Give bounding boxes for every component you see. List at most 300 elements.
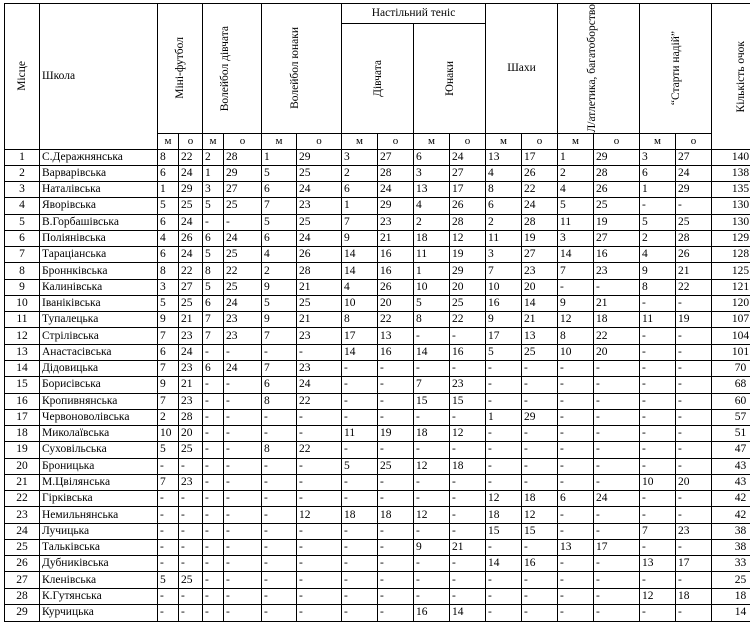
score-cell: - — [203, 214, 224, 230]
score-cell: - — [262, 523, 297, 539]
total-points-cell: 43 — [712, 474, 750, 490]
total-points-cell: 129 — [712, 230, 750, 246]
score-cell: 15 — [414, 393, 450, 409]
total-points-cell: 42 — [712, 491, 750, 507]
score-cell: 17 — [450, 182, 486, 198]
score-cell: 4 — [640, 247, 676, 263]
score-cell: 19 — [378, 426, 414, 442]
score-cell: 12 — [414, 507, 450, 523]
score-cell: 9 — [486, 312, 522, 328]
score-cell: 21 — [297, 279, 342, 295]
score-cell: - — [594, 474, 640, 490]
score-cell: - — [676, 328, 712, 344]
header-mini-football: Міні-футбол — [158, 4, 203, 134]
header-tennis-boys: Юнаки — [414, 24, 486, 133]
score-cell: 23 — [179, 360, 203, 376]
score-cell: 5 — [558, 198, 594, 214]
score-cell: 16 — [594, 247, 640, 263]
score-cell: - — [179, 491, 203, 507]
score-cell: 23 — [594, 263, 640, 279]
score-cell: 28 — [676, 230, 712, 246]
score-cell: - — [224, 556, 262, 572]
score-cell: - — [640, 458, 676, 474]
score-cell: - — [558, 588, 594, 604]
score-cell: 22 — [378, 312, 414, 328]
score-cell: 25 — [450, 295, 486, 311]
score-cell: 18 — [522, 491, 558, 507]
score-cell: 20 — [179, 426, 203, 442]
score-cell: 9 — [640, 263, 676, 279]
header-volleyball-boys: Волейбол юнаки — [262, 4, 342, 134]
score-cell: 27 — [378, 149, 414, 165]
score-cell: 10 — [342, 295, 378, 311]
score-cell: 24 — [179, 165, 203, 181]
score-cell: - — [676, 409, 712, 425]
score-cell: - — [558, 507, 594, 523]
score-cell: 11 — [342, 426, 378, 442]
score-cell: - — [378, 523, 414, 539]
total-points-cell: 125 — [712, 263, 750, 279]
total-points-cell: 42 — [712, 507, 750, 523]
score-cell: - — [297, 539, 342, 555]
score-cell: - — [262, 604, 297, 621]
score-cell: 5 — [262, 214, 297, 230]
school-name-cell: Дідовицька — [40, 360, 158, 376]
score-cell: 5 — [342, 458, 378, 474]
score-cell: 24 — [450, 149, 486, 165]
score-cell: 1 — [558, 149, 594, 165]
score-cell: 29 — [179, 182, 203, 198]
score-cell: 12 — [450, 230, 486, 246]
score-cell: 23 — [224, 328, 262, 344]
score-cell: 27 — [676, 149, 712, 165]
subheader-place: м — [262, 133, 297, 149]
score-cell: 20 — [378, 295, 414, 311]
total-points-cell: 107 — [712, 312, 750, 328]
score-cell: - — [342, 393, 378, 409]
score-cell: 12 — [486, 491, 522, 507]
score-cell: - — [558, 604, 594, 621]
score-cell: 12 — [450, 426, 486, 442]
score-cell: 18 — [676, 588, 712, 604]
score-cell: 6 — [158, 247, 179, 263]
score-cell: 23 — [676, 523, 712, 539]
school-name-cell: Стрілівська — [40, 328, 158, 344]
score-cell: 14 — [342, 344, 378, 360]
score-cell: 6 — [262, 377, 297, 393]
school-name-cell: М.Цвілянська — [40, 474, 158, 490]
total-points-cell: 135 — [712, 182, 750, 198]
school-name-cell: Миколаївська — [40, 426, 158, 442]
score-cell: - — [522, 588, 558, 604]
score-cell: 3 — [558, 230, 594, 246]
score-cell: - — [676, 295, 712, 311]
score-cell: - — [414, 328, 450, 344]
total-points-cell: 130 — [712, 198, 750, 214]
score-cell: 14 — [486, 556, 522, 572]
score-cell: - — [203, 572, 224, 588]
score-cell: - — [676, 426, 712, 442]
score-cell: 19 — [676, 312, 712, 328]
score-cell: 6 — [203, 295, 224, 311]
place-cell: 18 — [5, 426, 40, 442]
score-cell: 25 — [378, 458, 414, 474]
table-row — [5, 360, 750, 376]
score-cell: - — [414, 360, 450, 376]
score-cell: - — [676, 458, 712, 474]
score-cell: 29 — [676, 182, 712, 198]
subheader-place: м — [203, 133, 224, 149]
score-cell: 24 — [297, 377, 342, 393]
school-name-cell: Варварівська — [40, 165, 158, 181]
score-cell: 16 — [450, 344, 486, 360]
score-cell: - — [486, 426, 522, 442]
score-cell: 14 — [558, 247, 594, 263]
score-cell: 15 — [450, 393, 486, 409]
score-cell: 23 — [224, 312, 262, 328]
score-cell: 9 — [158, 312, 179, 328]
score-cell: 18 — [486, 507, 522, 523]
score-cell: 27 — [450, 165, 486, 181]
place-cell: 4 — [5, 198, 40, 214]
score-cell: 5 — [158, 295, 179, 311]
table-row — [5, 377, 750, 393]
score-cell: 5 — [158, 198, 179, 214]
score-cell: 25 — [179, 198, 203, 214]
school-name-cell: Яворівська — [40, 198, 158, 214]
score-cell: - — [203, 507, 224, 523]
score-cell: - — [676, 442, 712, 458]
place-cell: 26 — [5, 556, 40, 572]
score-cell: - — [203, 539, 224, 555]
score-cell: 29 — [297, 149, 342, 165]
score-cell: - — [450, 491, 486, 507]
score-cell: 8 — [262, 442, 297, 458]
place-cell: 1 — [5, 149, 40, 165]
score-cell: 3 — [203, 182, 224, 198]
score-cell: 28 — [594, 165, 640, 181]
score-cell: - — [378, 474, 414, 490]
subheader-points: о — [297, 133, 342, 149]
score-cell: 21 — [594, 295, 640, 311]
score-cell: 5 — [203, 198, 224, 214]
place-cell: 8 — [5, 263, 40, 279]
score-cell: 24 — [224, 295, 262, 311]
score-cell: - — [203, 426, 224, 442]
score-cell: 22 — [224, 263, 262, 279]
score-cell: 11 — [414, 247, 450, 263]
score-cell: 13 — [378, 328, 414, 344]
score-cell: 5 — [414, 295, 450, 311]
score-cell: 24 — [297, 230, 342, 246]
score-cell: 25 — [522, 344, 558, 360]
score-cell: - — [378, 377, 414, 393]
score-cell: 7 — [158, 328, 179, 344]
total-points-cell: 140 — [712, 149, 750, 165]
table-row — [5, 588, 750, 604]
score-cell: 12 — [414, 458, 450, 474]
score-cell: - — [522, 377, 558, 393]
score-cell: 29 — [378, 198, 414, 214]
score-cell: 11 — [640, 312, 676, 328]
score-cell: 12 — [640, 588, 676, 604]
score-cell: 7 — [262, 360, 297, 376]
score-cell: - — [262, 572, 297, 588]
subheader-place: м — [158, 133, 179, 149]
score-cell: - — [158, 458, 179, 474]
score-cell: - — [414, 442, 450, 458]
score-cell: - — [378, 491, 414, 507]
score-cell: 22 — [179, 263, 203, 279]
place-cell: 29 — [5, 604, 40, 621]
score-cell: 16 — [414, 604, 450, 621]
score-cell: 10 — [414, 279, 450, 295]
table-row — [5, 344, 750, 360]
header-chess: Шахи — [486, 4, 558, 134]
subheader-points: о — [676, 133, 712, 149]
score-cell: - — [676, 539, 712, 555]
score-cell: - — [522, 474, 558, 490]
score-cell: 5 — [158, 572, 179, 588]
score-cell: - — [378, 442, 414, 458]
score-cell: 1 — [203, 165, 224, 181]
table-row — [5, 458, 750, 474]
score-cell: 9 — [558, 295, 594, 311]
place-cell: 16 — [5, 393, 40, 409]
score-cell: - — [640, 198, 676, 214]
subheader-points: о — [378, 133, 414, 149]
place-cell: 15 — [5, 377, 40, 393]
score-cell: 16 — [522, 556, 558, 572]
score-cell: 18 — [378, 507, 414, 523]
score-cell: - — [676, 377, 712, 393]
score-cell: - — [297, 458, 342, 474]
score-cell: - — [486, 604, 522, 621]
score-cell: - — [558, 523, 594, 539]
subheader-points: о — [594, 133, 640, 149]
score-cell: 18 — [342, 507, 378, 523]
score-cell: - — [558, 556, 594, 572]
score-cell: - — [179, 539, 203, 555]
score-cell: - — [224, 214, 262, 230]
score-cell: - — [224, 458, 262, 474]
place-cell: 5 — [5, 214, 40, 230]
score-cell: 29 — [224, 165, 262, 181]
score-cell: - — [262, 409, 297, 425]
total-points-cell: 18 — [712, 588, 750, 604]
score-cell: 12 — [558, 312, 594, 328]
score-cell: 26 — [594, 182, 640, 198]
score-cell: - — [486, 588, 522, 604]
score-cell: - — [297, 588, 342, 604]
score-cell: - — [297, 572, 342, 588]
school-name-cell: В.Горбашівська — [40, 214, 158, 230]
score-cell: 7 — [158, 474, 179, 490]
score-cell: 2 — [262, 263, 297, 279]
score-cell: - — [450, 442, 486, 458]
score-cell: 24 — [179, 344, 203, 360]
score-cell: 21 — [676, 263, 712, 279]
school-name-cell: Броницька — [40, 458, 158, 474]
score-cell: - — [378, 556, 414, 572]
score-cell: - — [224, 474, 262, 490]
score-cell: 7 — [203, 312, 224, 328]
score-cell: 24 — [224, 360, 262, 376]
total-points-cell: 33 — [712, 556, 750, 572]
table-row — [5, 149, 750, 165]
score-cell: - — [378, 604, 414, 621]
score-cell: - — [203, 491, 224, 507]
score-cell: 26 — [676, 247, 712, 263]
school-name-cell: Дубниківська — [40, 556, 158, 572]
total-points-cell: 138 — [712, 165, 750, 181]
score-cell: - — [224, 344, 262, 360]
score-cell: - — [676, 491, 712, 507]
score-cell: 22 — [676, 279, 712, 295]
score-cell: - — [262, 491, 297, 507]
score-cell: - — [224, 442, 262, 458]
score-cell: - — [297, 474, 342, 490]
score-cell: 21 — [522, 312, 558, 328]
score-cell: 18 — [594, 312, 640, 328]
header-place: Місце — [5, 4, 40, 150]
score-cell: 24 — [297, 182, 342, 198]
score-cell: 16 — [378, 344, 414, 360]
score-cell: 7 — [640, 523, 676, 539]
score-cell: - — [158, 588, 179, 604]
school-name-cell: Кропивнянська — [40, 393, 158, 409]
place-cell: 17 — [5, 409, 40, 425]
score-cell: 24 — [522, 198, 558, 214]
school-name-cell: Тараціанська — [40, 247, 158, 263]
score-cell: 23 — [297, 360, 342, 376]
score-cell: - — [676, 604, 712, 621]
score-cell: 17 — [486, 328, 522, 344]
score-cell: - — [414, 556, 450, 572]
score-cell: - — [203, 588, 224, 604]
place-cell: 28 — [5, 588, 40, 604]
score-cell: 6 — [558, 491, 594, 507]
score-cell: - — [414, 572, 450, 588]
score-cell: - — [224, 393, 262, 409]
score-cell: - — [558, 377, 594, 393]
score-cell: - — [378, 360, 414, 376]
score-cell: 27 — [224, 182, 262, 198]
score-cell: - — [676, 360, 712, 376]
score-cell: 4 — [558, 182, 594, 198]
score-cell: - — [594, 442, 640, 458]
score-cell: - — [450, 507, 486, 523]
score-cell: - — [450, 328, 486, 344]
score-cell: 21 — [297, 312, 342, 328]
place-cell: 10 — [5, 295, 40, 311]
score-cell: - — [558, 426, 594, 442]
subheader-place: м — [486, 133, 522, 149]
score-cell: 14 — [342, 263, 378, 279]
score-cell: 6 — [640, 165, 676, 181]
score-cell: 12 — [297, 507, 342, 523]
score-cell: - — [558, 458, 594, 474]
score-cell: - — [342, 409, 378, 425]
score-cell: 23 — [179, 474, 203, 490]
score-cell: 11 — [558, 214, 594, 230]
score-cell: - — [179, 458, 203, 474]
score-cell: - — [414, 491, 450, 507]
score-cell: - — [522, 426, 558, 442]
score-cell: - — [342, 588, 378, 604]
score-cell: 25 — [179, 572, 203, 588]
school-name-cell: Червоноволівська — [40, 409, 158, 425]
score-cell: 2 — [486, 214, 522, 230]
table-row — [5, 279, 750, 295]
place-cell: 21 — [5, 474, 40, 490]
score-cell: 21 — [179, 312, 203, 328]
score-cell: 29 — [594, 149, 640, 165]
school-name-cell: Гірківська — [40, 491, 158, 507]
score-cell: 14 — [522, 295, 558, 311]
score-cell: - — [342, 474, 378, 490]
place-cell: 23 — [5, 507, 40, 523]
score-cell: 22 — [522, 182, 558, 198]
score-cell: - — [378, 393, 414, 409]
score-cell: 17 — [594, 539, 640, 555]
score-cell: 2 — [203, 149, 224, 165]
subheader-place: м — [414, 133, 450, 149]
score-cell: - — [262, 344, 297, 360]
score-cell: 7 — [158, 360, 179, 376]
score-cell: 5 — [158, 442, 179, 458]
place-cell: 20 — [5, 458, 40, 474]
place-cell: 2 — [5, 165, 40, 181]
place-cell: 14 — [5, 360, 40, 376]
score-cell: 22 — [297, 442, 342, 458]
score-cell: - — [640, 442, 676, 458]
score-cell: 12 — [522, 507, 558, 523]
score-cell: - — [594, 426, 640, 442]
score-cell: 14 — [414, 344, 450, 360]
score-cell: 18 — [414, 426, 450, 442]
score-cell: - — [558, 360, 594, 376]
score-cell: - — [522, 604, 558, 621]
total-points-cell: 47 — [712, 442, 750, 458]
score-cell: - — [450, 409, 486, 425]
score-cell: 13 — [522, 328, 558, 344]
score-cell: - — [342, 377, 378, 393]
score-cell: - — [676, 507, 712, 523]
table-row — [5, 507, 750, 523]
score-cell: - — [158, 604, 179, 621]
score-cell: 25 — [676, 214, 712, 230]
score-cell: - — [640, 426, 676, 442]
score-cell: - — [224, 588, 262, 604]
score-cell: 10 — [640, 474, 676, 490]
score-cell: - — [224, 491, 262, 507]
total-points-cell: 57 — [712, 409, 750, 425]
total-points-cell: 14 — [712, 604, 750, 621]
score-cell: 9 — [262, 312, 297, 328]
score-cell: 8 — [414, 312, 450, 328]
score-cell: 7 — [414, 377, 450, 393]
score-cell: - — [640, 295, 676, 311]
score-cell: - — [224, 539, 262, 555]
score-cell: 25 — [224, 247, 262, 263]
score-cell: 25 — [224, 279, 262, 295]
score-cell: - — [558, 409, 594, 425]
header-school: Школа — [40, 4, 158, 150]
score-cell: 21 — [450, 539, 486, 555]
score-cell: 13 — [558, 539, 594, 555]
score-cell: - — [203, 377, 224, 393]
